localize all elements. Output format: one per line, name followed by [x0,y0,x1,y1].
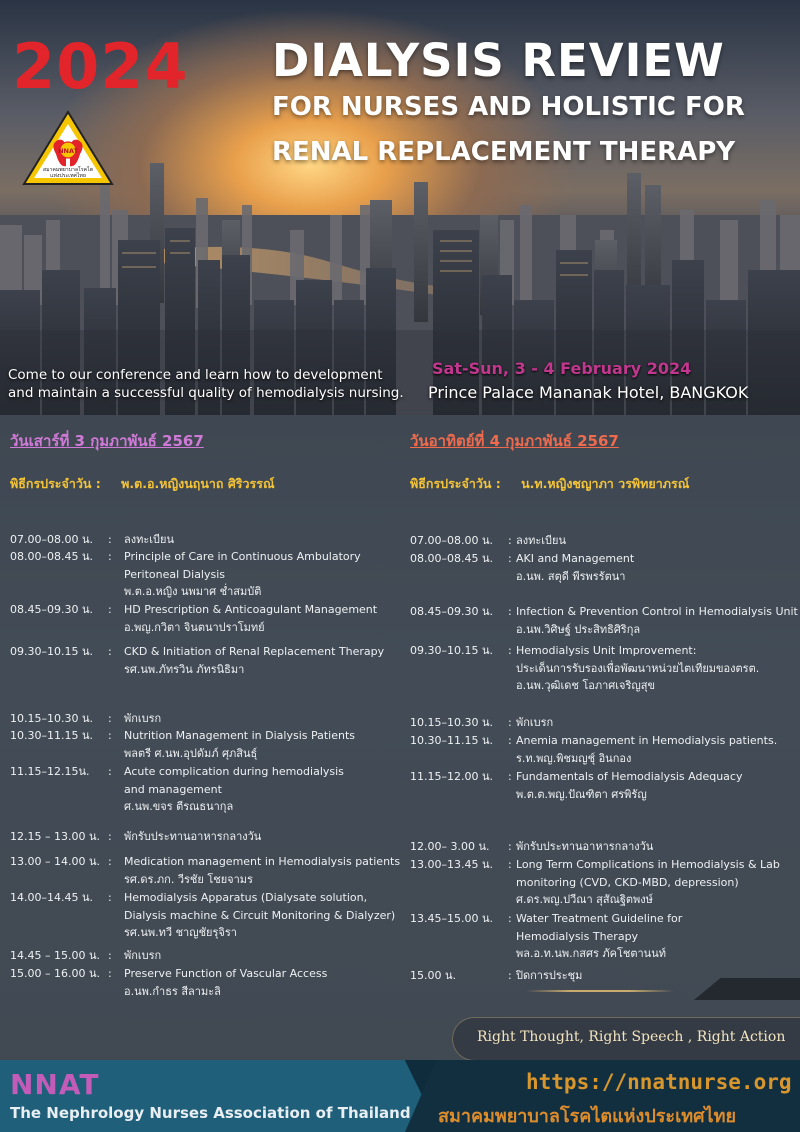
agenda-speaker: อ.พญ.กวิตา จินตนาปราโมทย์ [124,620,265,634]
agenda-time: 12.15 – 13.00 น. [10,830,100,843]
agenda-separator: : [108,949,112,962]
agenda-speaker: ร.ท.พญ.พิชมญชุ์ อินกอง [516,751,632,765]
event-subtitle-line1: FOR NURSES AND HOLISTIC FOR [272,92,745,122]
agenda-description [124,710,161,728]
agenda-separator: : [108,855,112,868]
footer-acronym: NNAT [10,1068,100,1101]
agenda-speaker: อ.นพ.วิศิษฐ์ ประสิทธิศิริกุล [516,622,641,636]
agenda-speaker: รศ.นพ.ทวี ชาญชัยรุจิรา [124,926,237,940]
agenda-time: 07.00–08.00 น. [410,534,493,547]
agenda-description [124,889,395,942]
agenda-topic-line: AKI and Management [516,552,635,565]
agenda-description [516,532,566,550]
agenda-separator: : [108,645,112,658]
agenda-separator: : [108,765,112,778]
agenda-time: 14.45 – 15.00 น. [10,949,100,962]
agenda-topic-line: พักเบรก [516,716,554,729]
agenda-separator: : [508,552,512,565]
agenda-time: 10.30–11.15 น. [410,734,493,747]
hero-banner [0,0,800,415]
moderator-name: พ.ต.อ.หญิงนฤนาถ ศิริวรรณ์ [121,476,275,491]
agenda-time: 10.30–11.15 น. [10,729,93,742]
agenda-speaker: อ.นพ. สตุดี พีรพรรัตนา [516,569,626,583]
logo-thai-line1: สมาคมพยาบาลโรคไต [42,167,94,173]
agenda-topic-line: CKD & Initiation of Renal Replacement Therapy [124,645,385,658]
agenda-separator: : [508,605,512,618]
agenda-speaker: พ.ต.อ.หญิง นพมาศ ช่ำสมบัติ [124,585,262,599]
footer-org-name: The Nephrology Nurses Association of Thailand [10,1104,411,1122]
agenda-time: 08.45–09.30 น. [410,605,493,618]
event-title: DIALYSIS REVIEW [272,34,725,87]
event-subtitle-line2: RENAL REPLACEMENT THERAPY [272,137,736,167]
agenda-topic-line: Hemodialysis Unit Improvement: [516,644,697,657]
tagline-line2: and maintain a successful quality of hemodialysis nursing. [8,385,404,401]
agenda-separator: : [108,533,112,546]
agenda-topic-line: Hemodialysis Apparatus (Dialysate solution, [124,891,368,904]
agenda-time: 09.30–10.15 น. [10,645,93,658]
nnat-logo [20,110,116,190]
agenda-separator: : [508,858,512,871]
agenda-description [124,853,400,888]
agenda-topic-line: Acute complication during hemodialysis [124,765,344,778]
agenda-topic-line: ลงทะเบียน [516,534,566,547]
day2-moderator [410,474,689,494]
moderator-label: พิธีกรประจำวัน : [10,476,101,491]
motto-text: Right Thought, Right Speech , Right Action [477,1029,786,1045]
event-venue: Prince Palace Mananak Hotel, BANGKOK [428,383,749,402]
agenda-description [124,643,384,678]
agenda-time: 13.45–15.00 น. [410,912,493,925]
agenda-topic-line: ลงทะเบียน [124,533,174,546]
agenda-time: 10.15–10.30 น. [10,712,93,725]
agenda-description [516,856,780,909]
agenda-time: 12.00– 3.00 น. [410,840,490,853]
agenda-topic-line: Preserve Function of Vascular Access [124,967,328,980]
agenda-separator: : [508,840,512,853]
agenda-time: 07.00–08.00 น. [10,533,93,546]
agenda-topic-line: Fundamentals of Hemodialysis Adequacy [516,770,743,783]
agenda-topic-line: Infection & Prevention Control in Hemodialysis Unit [516,605,798,618]
agenda-separator: : [508,734,512,747]
agenda-description [516,967,582,985]
footer [0,1060,800,1132]
agenda-time: 08.00–08.45 น. [410,552,493,565]
agenda-speaker: ศ.ดร.พญ.ปวีณา สุสัณฐิตพงษ์ [516,893,653,907]
agenda-description [516,732,777,767]
agenda-separator: : [508,644,512,657]
agenda-time: 08.45–09.30 น. [10,603,93,616]
day1-heading: วันเสาร์ที่ 3 กุมภาพันธ์ 2567 [10,432,204,450]
day1-moderator [10,474,275,494]
agenda-time: 13.00–13.45 น. [410,858,493,871]
agenda-time: 15.00 น. [410,969,457,982]
closing-divider [526,990,674,992]
agenda-speaker: รศ.ดร.ภก. วีรชัย โชยจามร [124,872,253,886]
moderator-label: พิธีกรประจำวัน : [410,476,501,491]
agenda-time: 08.00–08.45 น. [10,550,93,563]
agenda-description [124,828,261,846]
tagline-line1: Come to our conference and learn how to development [8,367,383,383]
event-tagline [8,366,404,402]
agenda-topic-line: Dialysis machine & Circuit Monitoring & Dialyzer) [124,908,396,922]
agenda-topic-line: Hemodialysis Therapy [516,929,639,943]
agenda-speaker: อ.นพ.วุฒิเดช โอภาศเจริญสุข [516,679,655,693]
agenda-topic-line: Anemia management in Hemodialysis patients. [516,734,778,747]
agenda-description [516,838,653,856]
logo-thai-line2: แห่งประเทศไทย [50,173,86,179]
agenda-separator: : [108,712,112,725]
agenda-topic-line: พักรับประทานอาหารกลางวัน [516,840,654,853]
agenda-topic-line: พักเบรก [124,949,162,962]
agenda-topic-line: Medication management in Hemodialysis patients [124,855,401,868]
agenda-description [124,763,344,816]
agenda-separator: : [108,729,112,742]
agenda-topic-line: Nutrition Management in Dialysis Patients [124,729,356,742]
agenda-separator: : [508,770,512,783]
agenda-separator: : [108,891,112,904]
agenda-description [516,603,798,638]
agenda-time: 14.00–14.45 น. [10,891,93,904]
motto-banner [452,1017,800,1061]
agenda-topic-line: HD Prescription & Anticoagulant Management [124,603,378,616]
agenda-description [124,548,361,601]
agenda-speaker: รศ.นพ.ภัทรวิน ภัทรนิธิมา [124,662,245,676]
agenda-topic-line: ประเด็นการรับรองเพื่อพัฒนาหน่วยไตเทียมของตรต. [516,661,760,675]
agenda-topic-line: ปิดการประชุม [516,969,583,982]
agenda-topic-line: and management [124,782,222,796]
agenda-time: 15.00 – 16.00 น. [10,967,100,980]
agenda-topic-line: monitoring (CVD, CKD-MBD, depression) [516,875,739,889]
footer-thai-name: สมาคมพยาบาลโรคไตแห่งประเทศไทย [438,1106,736,1127]
agenda-time: 10.15–10.30 น. [410,716,493,729]
agenda-separator: : [508,716,512,729]
website-link[interactable]: https://nnatnurse.org [526,1070,792,1094]
agenda-separator: : [508,534,512,547]
agenda-speaker: อ.นพ.กำธร สีลามะลิ [124,984,221,998]
agenda-speaker: ศ.นพ.ขจร ตีรณธนากุล [124,800,234,814]
agenda-description [516,768,742,803]
schedule-section [0,415,800,1060]
agenda-description [124,947,161,965]
agenda-description [124,531,174,549]
agenda-separator: : [108,830,112,843]
agenda-description [124,965,327,1000]
agenda-separator: : [108,603,112,616]
agenda-speaker: พล.อ.ท.นพ.กสศร ภัคโชตานนท์ [516,947,666,961]
agenda-description [516,714,553,732]
agenda-separator: : [508,912,512,925]
agenda-time: 09.30–10.15 น. [410,644,493,657]
agenda-description [124,727,355,762]
agenda-description [124,601,377,636]
agenda-topic-line: Long Term Complications in Hemodialysis & Lab [516,858,780,871]
day2-heading: วันอาทิตย์ที่ 4 กุมภาพันธ์ 2567 [410,432,619,450]
agenda-topic-line: Peritoneal Dialysis [124,567,226,581]
logo-badge-text: NNAT [58,147,78,155]
agenda-speaker: พลตรี ศ.นพ.อุปดัมภ์ ศุภสินธุ์ [124,746,258,760]
agenda-description [516,642,759,695]
agenda-separator: : [108,967,112,980]
agenda-separator: : [508,969,512,982]
agenda-time: 13.00 – 14.00 น. [10,855,100,868]
agenda-separator: : [108,550,112,563]
agenda-description [516,910,682,963]
agenda-topic-line: พักเบรก [124,712,162,725]
agenda-description [516,550,634,585]
moderator-name: น.ท.หญิงชญาภา วรพิทยาภรณ์ [521,476,690,491]
agenda-topic-line: Water Treatment Guideline for [516,912,683,925]
agenda-topic-line: พักรับประทานอาหารกลางวัน [124,830,262,843]
event-date: Sat-Sun, 3 - 4 February 2024 [432,359,692,378]
agenda-topic-line: Principle of Care in Continuous Ambulatory [124,550,361,563]
event-year: 2024 [12,30,189,103]
agenda-speaker: พ.ต.ต.พญ.ปัณฑิตา ศรพิรัญ [516,787,647,801]
agenda-time: 11.15–12.15น. [10,765,90,778]
agenda-time: 11.15–12.00 น. [410,770,493,783]
